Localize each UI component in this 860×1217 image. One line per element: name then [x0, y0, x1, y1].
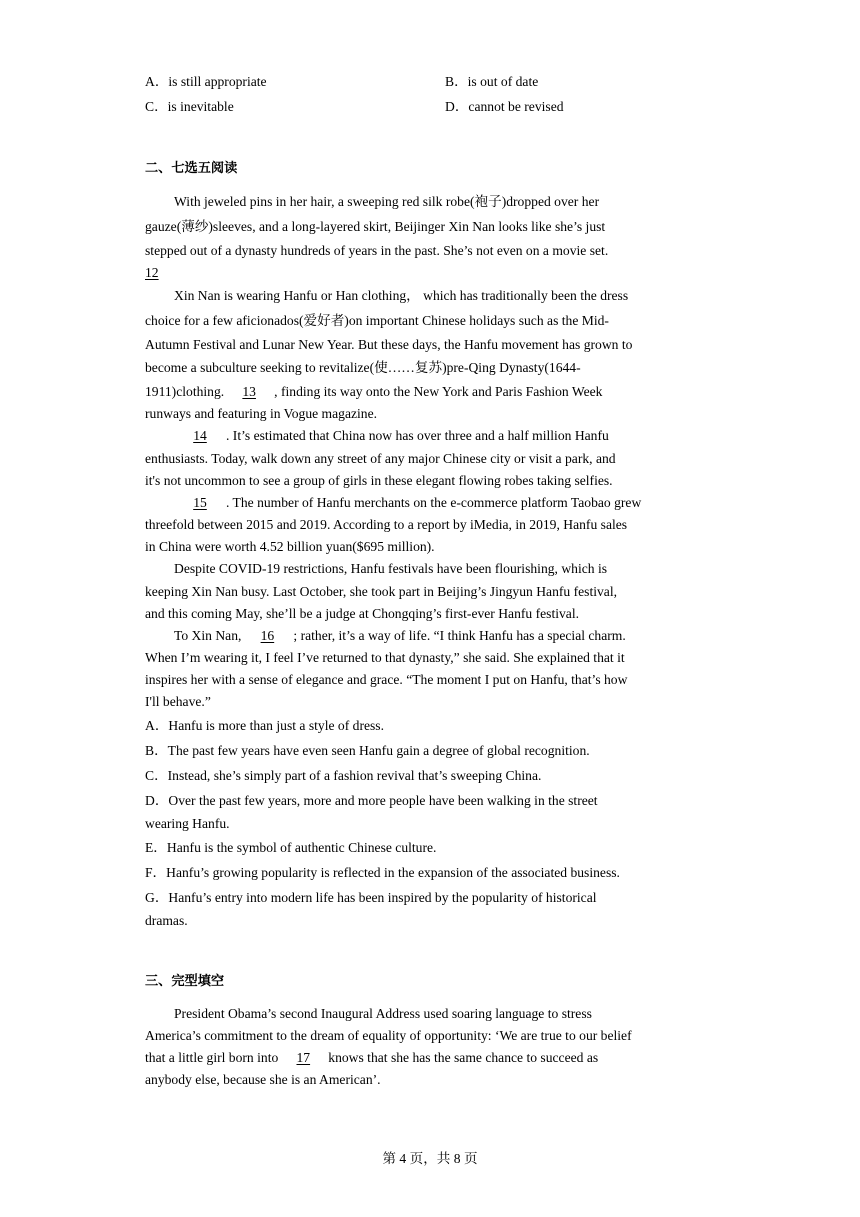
- paragraph-line: 1911)clothing. 13 , finding its way onto the New York and Paris Fashion Week: [145, 384, 603, 399]
- paragraph-line: threefold between 2015 and 2019. According to a report by iMedia, in 2019, Hanfu sales: [145, 517, 628, 532]
- option-a: A．is still appropriate: [145, 74, 267, 89]
- option-b: B．is out of date: [445, 74, 539, 89]
- paragraph-line: With jeweled pins in her hair, a sweeping red silk robe(袍子)dropped over her: [174, 194, 600, 209]
- choice-option: G．Hanfu’s entry into modern life has been inspired by the popularity of historical: [145, 890, 597, 905]
- paragraph-line: stepped out of a dynasty hundreds of years in the past. She’s not even on a movie set.: [145, 243, 609, 258]
- choice-option: F．Hanfu’s growing popularity is reflected in the expansion of the associated business.: [145, 865, 620, 880]
- paragraph-line: keeping Xin Nan busy. Last October, she took part in Beijing’s Jingyun Hanfu festival,: [145, 584, 618, 599]
- paragraph-line: President Obama’s second Inaugural Address used soaring language to stress: [174, 1006, 592, 1021]
- option-c: C．is inevitable: [145, 99, 234, 114]
- page-footer: 第 4 页，共 8 页: [382, 1151, 478, 1166]
- paragraph-line: become a subculture seeking to revitalize(使……复苏)pre-Qing Dynasty(1644-: [145, 360, 581, 375]
- choice-option: E．Hanfu is the symbol of authentic Chinese culture.: [145, 840, 437, 855]
- paragraph-line: 15 . The number of Hanfu merchants on the e-commerce platform Taobao grew: [174, 494, 641, 512]
- paragraph-line: Despite COVID-19 restrictions, Hanfu festivals have been flourishing, which is: [174, 561, 608, 576]
- paragraph-line: To Xin Nan, 16 ; rather, it’s a way of life. “I think Hanfu has a special charm.: [174, 628, 626, 643]
- paragraph-line: When I’m wearing it, I feel I’ve returned to that dynasty,” she said. She explained that it: [145, 650, 625, 665]
- paragraph-line: inspires her with a sense of elegance and grace. “The moment I put on Hanfu, that’s how: [145, 672, 628, 687]
- blank-15: 15: [193, 495, 207, 510]
- paragraph-line: runways and featuring in Vogue magazine.: [145, 406, 378, 421]
- paragraph-line: that a little girl born into 17 knows that she has the same chance to succeed as: [145, 1050, 599, 1065]
- choice-option-cont: wearing Hanfu.: [145, 816, 230, 831]
- paragraph-line: choice for a few aficionados(爱好者)on important Chinese holidays such as the Mid-: [145, 313, 609, 328]
- paragraph-line: in China were worth 4.52 billion yuan($695 million).: [145, 539, 435, 554]
- paragraph-line: and this coming May, she’ll be a judge at Chongqing’s first-ever Hanfu festival.: [145, 606, 580, 621]
- paragraph-line: anybody else, because she is an American’.: [145, 1072, 381, 1087]
- section-heading: 三、完型填空: [145, 974, 225, 989]
- option-d: D．cannot be revised: [445, 99, 564, 114]
- section-heading: 二、七选五阅读: [145, 161, 238, 176]
- choice-option: B．The past few years have even seen Hanfu gain a degree of global recognition.: [145, 743, 590, 758]
- choice-option-cont: dramas.: [145, 913, 188, 928]
- paragraph-line: I'll behave.”: [145, 694, 211, 709]
- paragraph-line: America’s commitment to the dream of equality of opportunity: ‘We are true to our belief: [145, 1028, 632, 1043]
- paragraph-line: enthusiasts. Today, walk down any street of any major Chinese city or visit a park, and: [145, 451, 616, 466]
- blank-14: 14: [193, 428, 207, 443]
- paragraph-line: Autumn Festival and Lunar New Year. But these days, the Hanfu movement has grown to: [145, 337, 633, 352]
- blank-13: 13: [242, 384, 256, 399]
- blank-16: 16: [260, 628, 275, 643]
- choice-option: A．Hanfu is more than just a style of dress.: [145, 718, 384, 733]
- paragraph-line: Xin Nan is wearing Hanfu or Han clothing， which has traditionally been the dress: [174, 288, 629, 303]
- paragraph-line: gauze(薄纱)sleeves, and a long-layered skirt, Beijinger Xin Nan looks like she’s just: [145, 219, 606, 234]
- paragraph-line: it's not uncommon to see a group of girls in these elegant flowing robes taking selfies.: [145, 473, 613, 488]
- blank-17: 17: [296, 1050, 311, 1065]
- choice-option: C．Instead, she’s simply part of a fashion revival that’s sweeping China.: [145, 768, 542, 783]
- blank-12: 12: [145, 265, 159, 280]
- paragraph-line: 14 . It’s estimated that China now has over three and a half million Hanfu: [174, 427, 609, 445]
- choice-option: D．Over the past few years, more and more people have been walking in the street: [145, 793, 598, 808]
